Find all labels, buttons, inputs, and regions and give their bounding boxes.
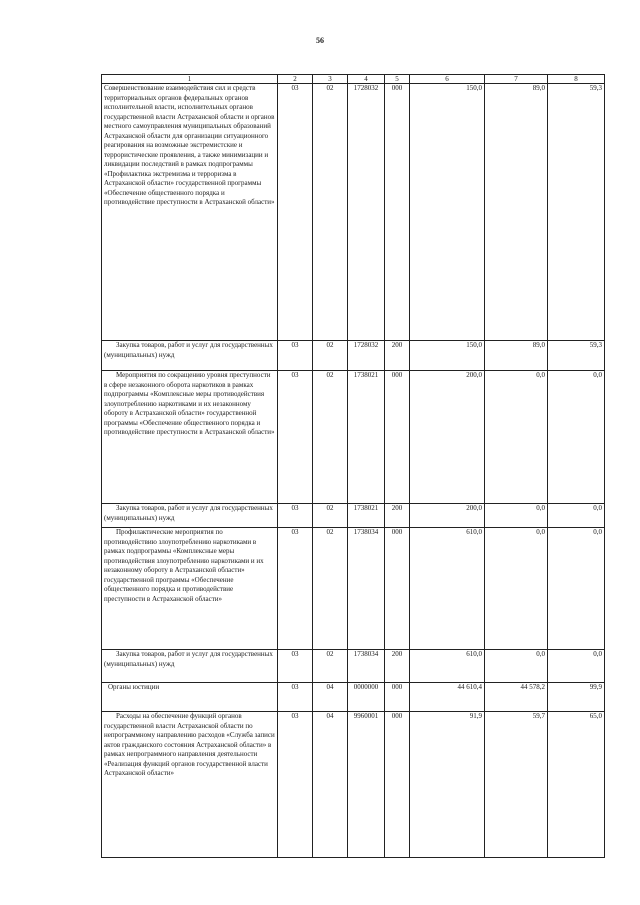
header-cell: 6 (410, 75, 485, 84)
target-article-code: 1728032 (348, 84, 385, 341)
section-code: 03 (278, 371, 313, 504)
section-code: 03 (278, 650, 313, 683)
target-article-code: 1738021 (348, 371, 385, 504)
planned-amount: 610,0 (410, 528, 485, 650)
expense-type-code: 200 (385, 504, 410, 528)
expense-type-code: 200 (385, 650, 410, 683)
section-code: 03 (278, 341, 313, 371)
table-row (102, 371, 605, 504)
expense-type-code: 000 (385, 84, 410, 341)
planned-amount: 91,9 (410, 712, 485, 858)
table-row (102, 650, 605, 683)
table-row (102, 504, 605, 528)
executed-amount: 89,0 (485, 84, 548, 341)
row-name: Закупка товаров, работ и услуг для государственных (муниципальных) нужд (102, 504, 278, 528)
row-name: Мероприятия по сокращению уровня преступности в сфере незаконного оборота наркотиков в рамках подпрограммы «Комплексные меры противодействия злоупотреблению наркотиками и их незаконному обороту в Астраханской области» государственной программы «Обеспечение общественного порядка и противодействие преступности в Астраханской области» (102, 371, 278, 504)
header-cell: 5 (385, 75, 410, 84)
section-code: 03 (278, 712, 313, 858)
budget-table (101, 74, 605, 858)
executed-amount: 0,0 (485, 371, 548, 504)
section-code: 03 (278, 528, 313, 650)
header-cell: 7 (485, 75, 548, 84)
expense-type-code: 000 (385, 528, 410, 650)
executed-amount: 0,0 (485, 528, 548, 650)
subsection-code: 02 (313, 504, 348, 528)
execution-percent: 65,0 (548, 712, 605, 858)
table-row (102, 528, 605, 650)
expense-type-code: 000 (385, 712, 410, 858)
target-article-code: 1738034 (348, 650, 385, 683)
executed-amount: 0,0 (485, 504, 548, 528)
execution-percent: 0,0 (548, 528, 605, 650)
header-cell: 3 (313, 75, 348, 84)
table-row (102, 84, 605, 341)
section-code: 03 (278, 84, 313, 341)
execution-percent: 59,3 (548, 341, 605, 371)
section-code: 03 (278, 683, 313, 712)
header-cell: 8 (548, 75, 605, 84)
header-cell: 4 (348, 75, 385, 84)
planned-amount: 610,0 (410, 650, 485, 683)
executed-amount: 44 578,2 (485, 683, 548, 712)
table-row (102, 341, 605, 371)
section-code: 03 (278, 504, 313, 528)
execution-percent: 59,3 (548, 84, 605, 341)
header-cell: 1 (102, 75, 278, 84)
executed-amount: 89,0 (485, 341, 548, 371)
execution-percent: 0,0 (548, 504, 605, 528)
executed-amount: 0,0 (485, 650, 548, 683)
subsection-code: 02 (313, 650, 348, 683)
expense-type-code: 200 (385, 341, 410, 371)
header-cell: 2 (278, 75, 313, 84)
target-article-code: 1728032 (348, 341, 385, 371)
execution-percent: 0,0 (548, 650, 605, 683)
subsection-code: 04 (313, 683, 348, 712)
expense-type-code: 000 (385, 371, 410, 504)
expense-type-code: 000 (385, 683, 410, 712)
subsection-code: 04 (313, 712, 348, 858)
row-name: Совершенствование взаимодействия сил и средств территориальных органов федеральных органов исполнительной власти, исполнительных органов государственной власти Астраханской области и органов местного самоуправления муниципальных образований Астраханской области для организации ситуационного реагирования на возможные экстремистские и террористические проявления, а также минимизации и ликвидации последствий в рамках подпрограммы «Профилактика экстремизма и терроризма в Астраханской области» государственной программы «Обеспечение общественного порядка и противодействие преступности в Астраханской области» (102, 84, 278, 341)
row-name: Закупка товаров, работ и услуг для государственных (муниципальных) нужд (102, 341, 278, 371)
execution-percent: 99,9 (548, 683, 605, 712)
table-row (102, 712, 605, 858)
planned-amount: 150,0 (410, 84, 485, 341)
subsection-code: 02 (313, 371, 348, 504)
subsection-code: 02 (313, 528, 348, 650)
target-article-code: 1738034 (348, 528, 385, 650)
row-name: Профилактические мероприятия по противодействию злоупотреблению наркотиками в рамках подпрограммы «Комплексные меры противодействия злоупотреблению наркотиками и их незаконному обороту в Астраханской области» государственной программы «Обеспечение общественного порядка и противодействие преступности в Астраханской области» (102, 528, 278, 650)
row-name: Расходы на обеспечение функций органов государственной власти Астраханской области по непрограммному направлению расходов «Служба записи актов гражданского состояния Астраханской области» в рамках непрограммного направления деятельности «Реализация функций органов государственной власти Астраханской области» (102, 712, 278, 858)
row-name: Закупка товаров, работ и услуг для государственных (муниципальных) нужд (102, 650, 278, 683)
target-article-code: 9960001 (348, 712, 385, 858)
page-number: 56 (316, 36, 324, 45)
table-row (102, 683, 605, 712)
subsection-code: 02 (313, 341, 348, 371)
target-article-code: 1738021 (348, 504, 385, 528)
execution-percent: 0,0 (548, 371, 605, 504)
table-header-row (102, 75, 605, 84)
planned-amount: 150,0 (410, 341, 485, 371)
planned-amount: 200,0 (410, 371, 485, 504)
planned-amount: 44 610,4 (410, 683, 485, 712)
executed-amount: 59,7 (485, 712, 548, 858)
subsection-code: 02 (313, 84, 348, 341)
target-article-code: 0000000 (348, 683, 385, 712)
planned-amount: 200,0 (410, 504, 485, 528)
row-name: Органы юстиции (102, 683, 278, 712)
